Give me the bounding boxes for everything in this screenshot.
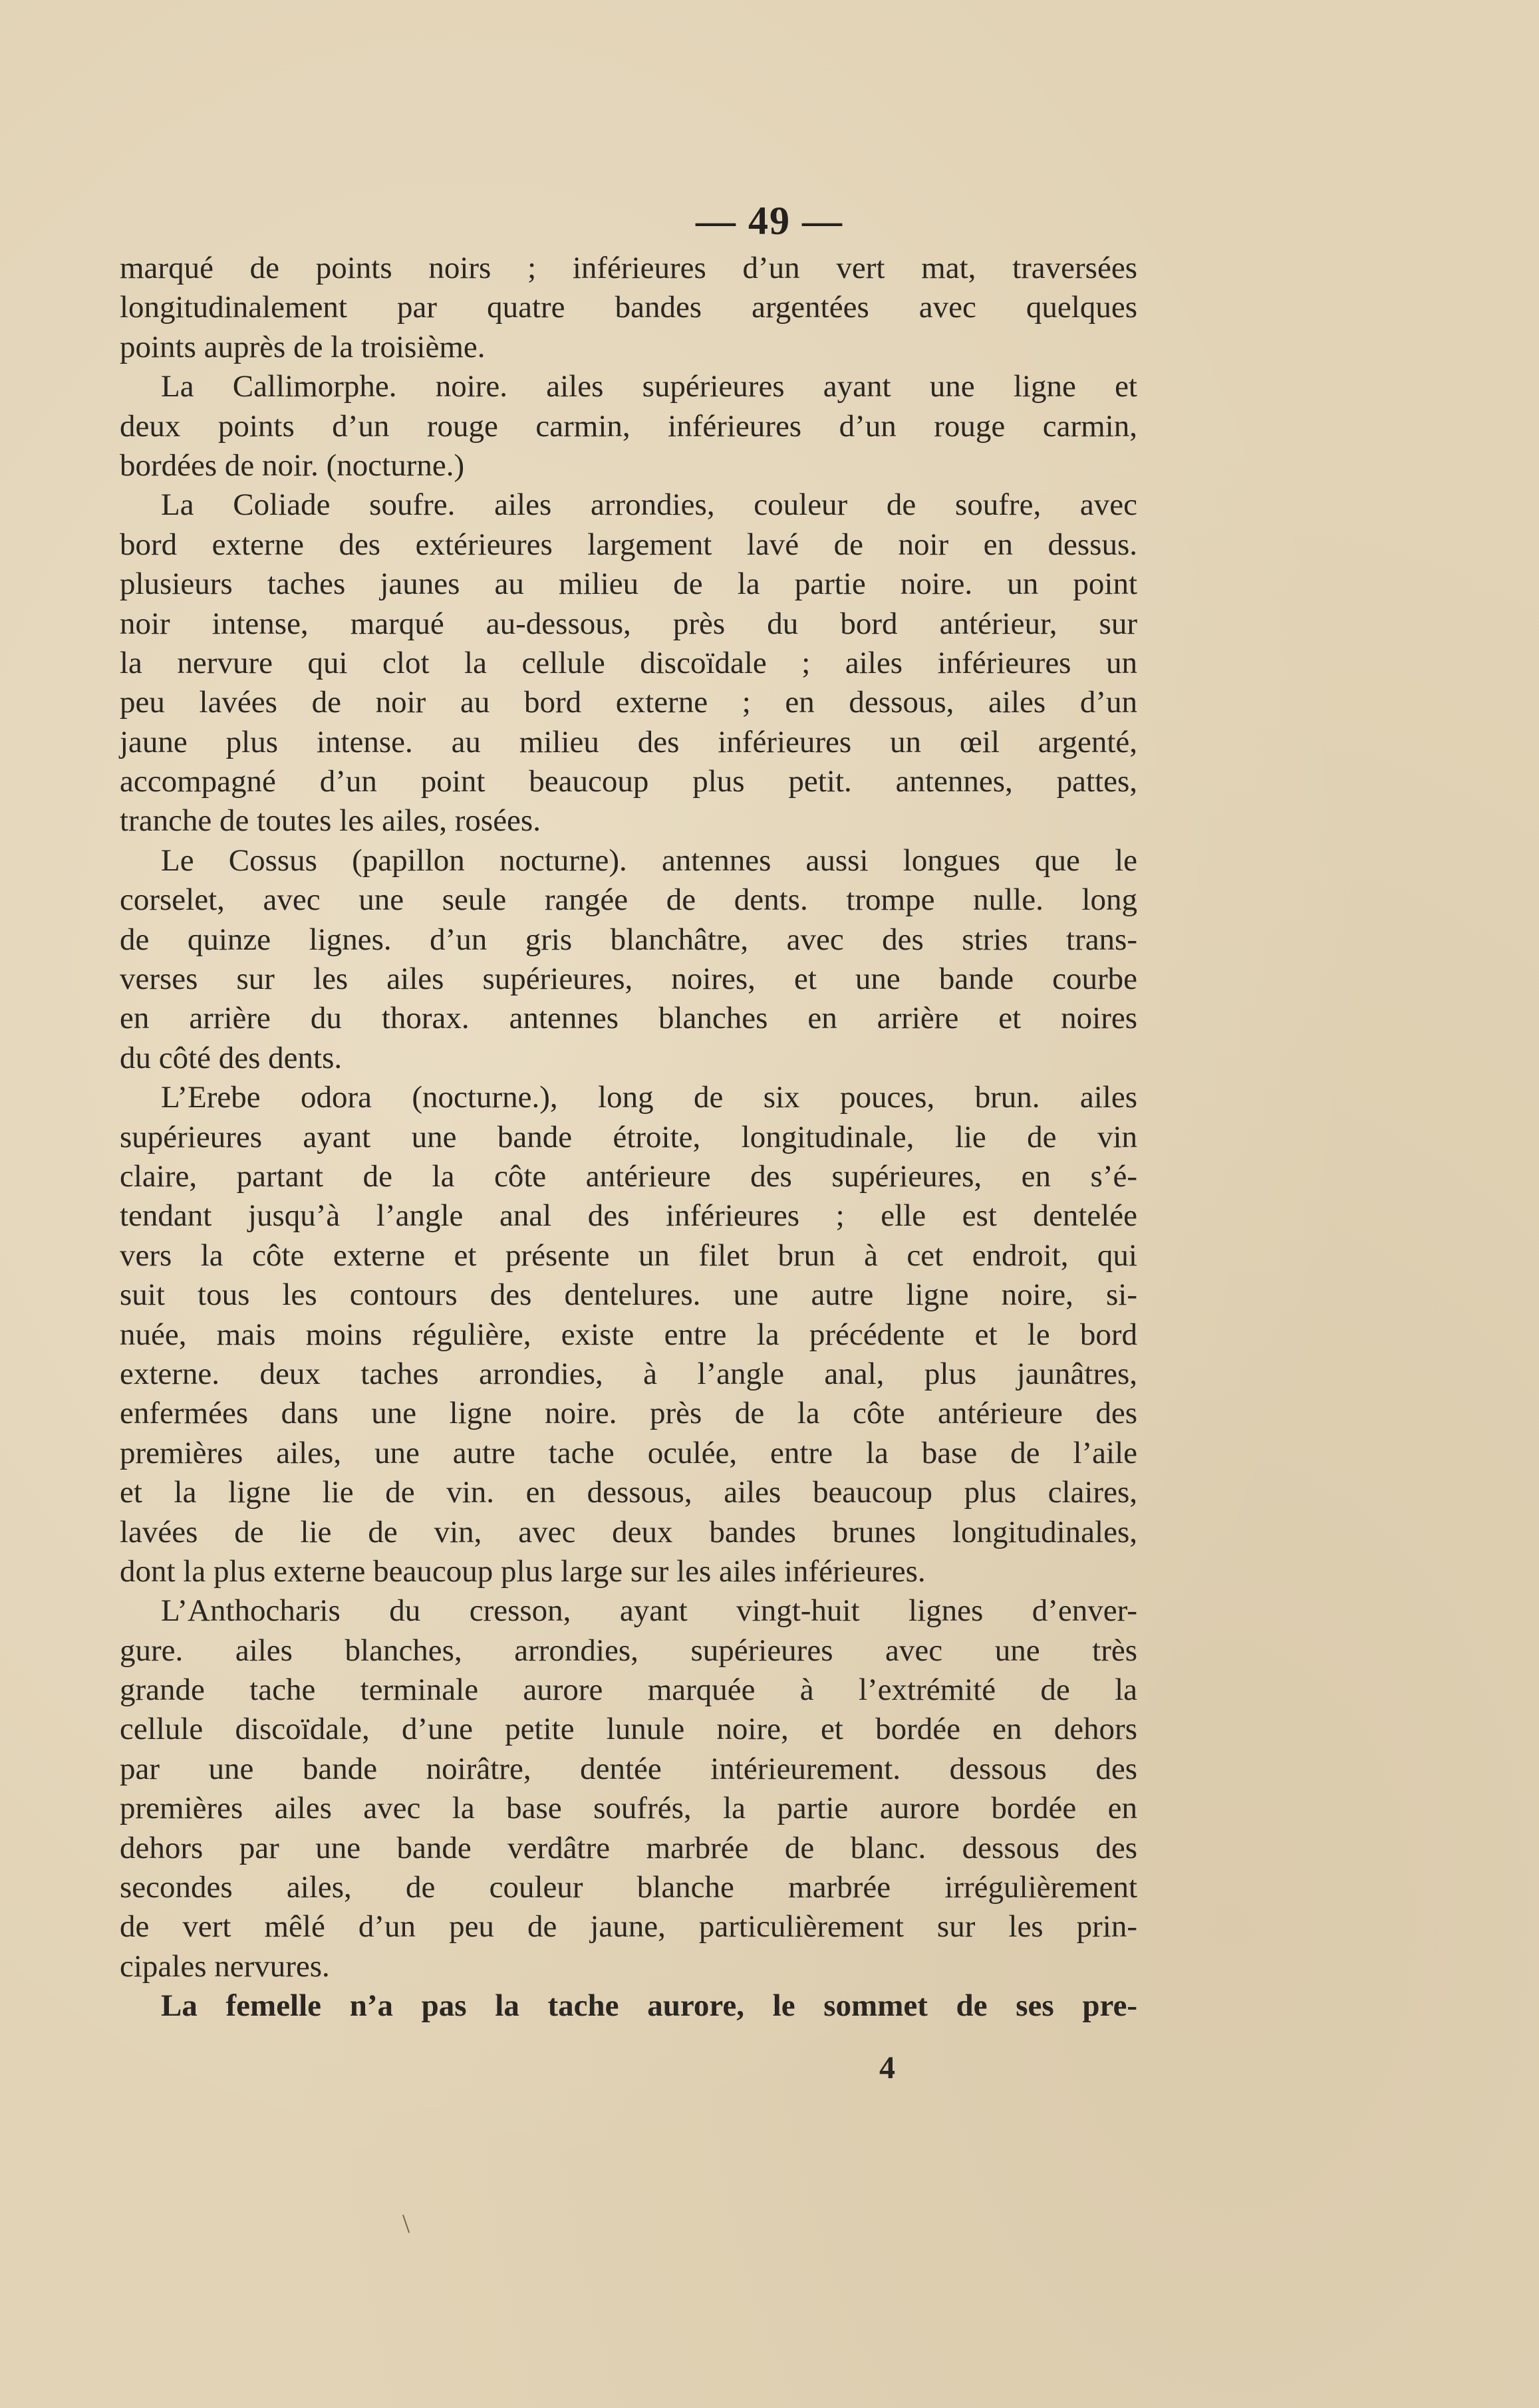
text-line: noir intense, marqué au-dessous, près du bord antérieur, sur [120, 606, 1137, 641]
text-line: premières ailes avec la base soufrés, la partie aurore bordée en [120, 1791, 1137, 1826]
text-line: dont la plus externe beaucoup plus large sur les ailes inférieures. [120, 1553, 926, 1589]
paragraph-start-line: La femelle n’a pas la tache aurore, le sommet de ses pre- [161, 1988, 1137, 2024]
text-line: premières ailes, une autre tache oculée, entre la base de l’aile [120, 1435, 1137, 1470]
text-line: externe. deux taches arrondies, à l’angle anal, plus jaunâtres, [120, 1356, 1137, 1391]
text-line: grande tache terminale aurore marquée à l’extrémité de la [120, 1672, 1137, 1708]
text-line: la nervure qui clot la cellule discoïdale ; ailes inférieures un [120, 645, 1137, 680]
text-line: points auprès de la troisième. [120, 329, 486, 364]
text-line: longitudinalement par quatre bandes argentées avec quelques [120, 290, 1137, 325]
text-line: suit tous les contours des dentelures. une autre ligne noire, si- [120, 1277, 1137, 1313]
text-line: dehors par une bande verdâtre marbrée de blanc. dessous des [120, 1830, 1137, 1865]
signature-mark: 4 [879, 2050, 895, 2085]
body-text [120, 249, 1137, 2026]
text-line: cellule discoïdale, d’une petite lunule noire, et bordée en dehors [120, 1712, 1137, 1747]
text-line: supérieures ayant une bande étroite, longitudinale, lie de vin [120, 1119, 1137, 1154]
text-line: claire, partant de la côte antérieure des supérieures, en s’é- [120, 1158, 1137, 1194]
text-line: vers la côte externe et présente un filet brun à cet endroit, qui [120, 1238, 1137, 1273]
text-line: verses sur les ailes supérieures, noires, et une bande courbe [120, 962, 1137, 997]
text-line: tranche de toutes les ailes, rosées. [120, 803, 541, 839]
paragraph-start-line: La Coliade soufre. ailes arrondies, couleur de soufre, avec [161, 487, 1137, 523]
text-line: secondes ailes, de couleur blanche marbrée irrégulièrement [120, 1870, 1137, 1905]
paragraph-start-line: L’Erebe odora (nocturne.), long de six pouces, brun. ailes [161, 1080, 1137, 1115]
text-line: en arrière du thorax. antennes blanches en arrière et noires [120, 1001, 1137, 1036]
text-line: accompagné d’un point beaucoup plus petit. antennes, pattes, [120, 764, 1137, 799]
paragraph-start-line: La Callimorphe. noire. ailes supérieures ayant une ligne et [161, 369, 1137, 404]
text-line: de vert mêlé d’un peu de jaune, particulièrement sur les prin- [120, 1909, 1137, 1944]
text-line: du côté des dents. [120, 1040, 343, 1075]
text-line: bord externe des extérieures largement lavé de noir en dessus. [120, 527, 1137, 562]
text-line: de quinze lignes. d’un gris blanchâtre, avec des stries trans- [120, 922, 1137, 957]
text-line: plusieurs taches jaunes au milieu de la partie noire. un point [120, 567, 1137, 602]
text-line: tendant jusqu’à l’angle anal des inférieures ; elle est dentelée [120, 1198, 1137, 1234]
text-line: par une bande noirâtre, dentée intérieurement. dessous des [120, 1751, 1137, 1786]
text-line: marqué de points noirs ; inférieures d’un vert mat, traversées [120, 251, 1137, 285]
text-line: corselet, avec une seule rangée de dents. trompe nulle. long [120, 882, 1137, 918]
stray-mark: \ [402, 2208, 410, 2238]
page-number: — 49 — [696, 199, 843, 243]
text-line: jaune plus intense. au milieu des inférieures un œil argenté, [120, 724, 1137, 759]
text-line: peu lavées de noir au bord externe ; en dessous, ailes d’un [120, 685, 1137, 720]
text-line: cipales nervures. [120, 1948, 330, 1984]
paragraph-start-line: L’Anthocharis du cresson, ayant vingt-huit lignes d’enver- [161, 1593, 1137, 1629]
text-line: lavées de lie de vin, avec deux bandes brunes longitudinales, [120, 1514, 1137, 1549]
paragraph-start-line: Le Cossus (papillon nocturne). antennes aussi longues que le [161, 843, 1137, 878]
text-line: enfermées dans une ligne noire. près de la côte antérieure des [120, 1396, 1137, 1431]
text-line: gure. ailes blanches, arrondies, supérieures avec une très [120, 1633, 1137, 1668]
text-line: deux points d’un rouge carmin, inférieures d’un rouge carmin, [120, 408, 1137, 444]
text-line: bordées de noir. (nocturne.) [120, 448, 465, 483]
text-line: nuée, mais moins régulière, existe entre la précédente et le bord [120, 1317, 1137, 1352]
text-line: et la ligne lie de vin. en dessous, ailes beaucoup plus claires, [120, 1475, 1137, 1510]
